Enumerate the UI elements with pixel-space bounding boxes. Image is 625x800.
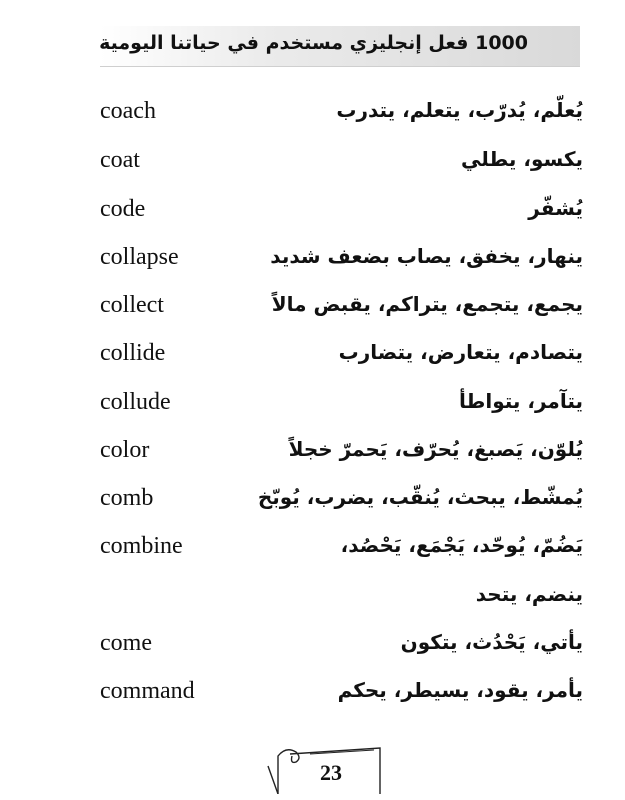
list-item [0,292,625,332]
list-item [0,389,625,429]
arabic-translation: يُشفّر [528,196,583,220]
arabic-translation: يتصادم، يتعارض، يتضارب [338,340,583,364]
book-title: 1000 فعل إنجليزي مستخدم في حياتنا اليومية [99,32,528,54]
english-verb: coach [100,98,156,124]
list-item [0,98,625,138]
english-verb: come [100,630,152,656]
list-item [0,196,625,236]
english-verb: coat [100,147,140,173]
list-item [0,485,625,525]
list-item [0,437,625,477]
arabic-translation: يجمع، يتجمع، يتراكم، يقبض مالاً [271,292,583,316]
english-verb: collect [100,292,164,318]
arabic-translation: يتآمر، يتواطأ [459,389,583,413]
list-item [0,678,625,718]
list-item [0,533,625,573]
list-item [0,147,625,187]
list-item [0,630,625,670]
arabic-translation: يأمر، يقود، يسيطر، يحكم [337,678,583,702]
arabic-translation: يُعلّم، يُدرّب، يتعلم، يتدرب [336,98,583,122]
arabic-translation: يُمشّط، يبحث، يُنقّب، يضرب، يُوبّخ [257,485,583,509]
english-verb: collude [100,389,171,415]
english-verb: collide [100,340,166,366]
list-item [0,340,625,380]
arabic-translation: يَضُمّ، يُوحّد، يَجْمَع، يَحْصُد، [340,533,583,557]
arabic-translation: يكسو، يطلي [461,147,583,171]
english-verb: comb [100,485,154,511]
arabic-translation: يُلوّن، يَصبغ، يُحرّف، يَحمرّ خجلاً [288,437,583,461]
english-verb: command [100,678,195,704]
arabic-translation: ينضم، يتحد [475,582,583,606]
english-verb: combine [100,533,183,559]
english-verb: code [100,196,146,222]
english-verb: color [100,437,150,463]
arabic-translation: ينهار، يخفق، يصاب بضعف شديد [270,244,583,268]
page-number: 23 [320,760,342,785]
english-verb: collapse [100,244,179,270]
page-footer [262,738,388,794]
arabic-translation: يأتي، يَحْدُث، يتكون [400,630,583,654]
list-item [0,582,625,622]
list-item [0,244,625,284]
